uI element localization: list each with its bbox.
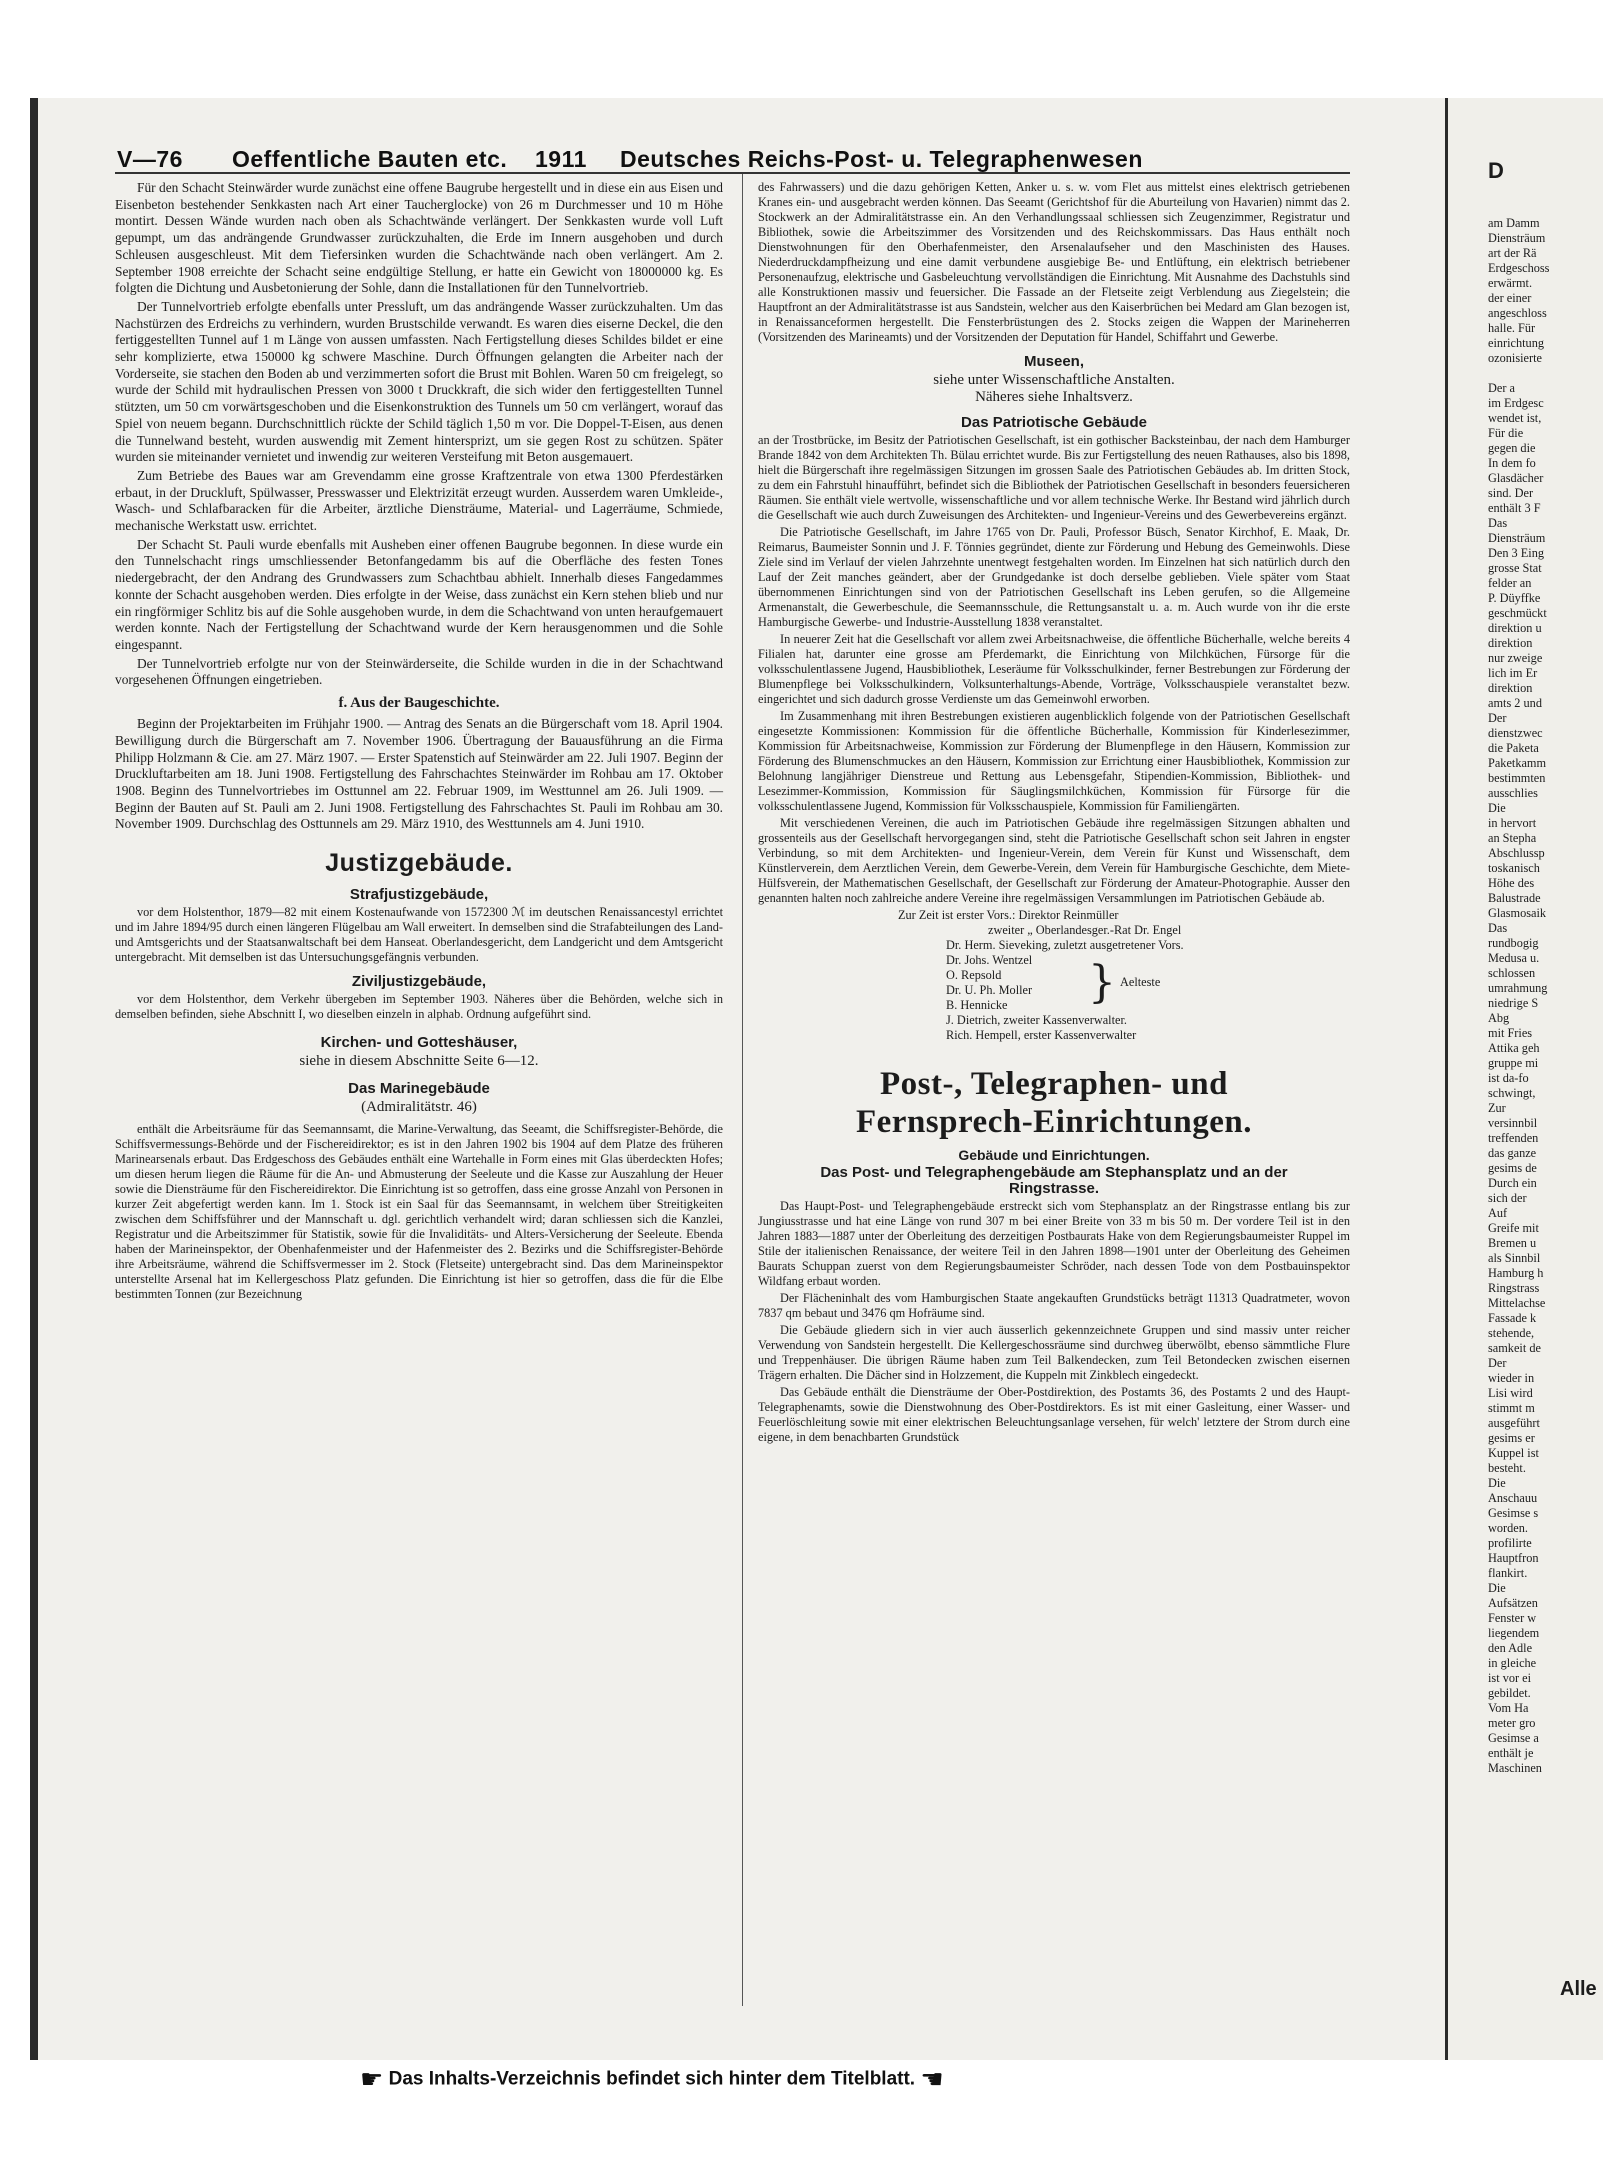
paragraph-tunnelvortrieb-2: Der Tunnelvortrieb erfolgte nur von der Steinwärderseite, die Schilde wurden in die in der Schachtwand vorgesehenen Öffnungen eingetrieben. bbox=[115, 655, 723, 688]
adjacent-page-line: Vom Ha bbox=[1488, 1701, 1529, 1715]
adjacent-page-line: Fassade k bbox=[1488, 1311, 1537, 1325]
adjacent-page-line: ist vor ei bbox=[1488, 1671, 1532, 1685]
officer-entry: zweiter „ Oberlandesger.-Rat Dr. Engel bbox=[988, 923, 1182, 937]
adjacent-page-line: Balustrade bbox=[1488, 891, 1541, 905]
adjacent-page-line: versinnbil bbox=[1488, 1116, 1538, 1130]
adjacent-page-line: Anschauu bbox=[1488, 1491, 1538, 1505]
adjacent-page-line: Durch ein bbox=[1488, 1176, 1537, 1190]
adjacent-page-line: niedrige S bbox=[1488, 996, 1539, 1010]
heading-post-line-1: Post-, Telegraphen- und bbox=[880, 1066, 1228, 1102]
heading-gebaeude-einrichtungen: Gebäude und Einrichtungen. bbox=[958, 1147, 1150, 1163]
adjacent-page-line: toskanisch bbox=[1488, 861, 1540, 875]
newspaper-page bbox=[30, 98, 1455, 2094]
paragraph-tunnelvortrieb: Der Tunnelvortrieb erfolgte ebenfalls unter Pressluft, um das andrängende Wasser zurückzuhalten. Um das Nachstürzen des Erdreichs zu verhindern, wurden Brustschilde verwandt. Es waren dies eiserne Deckel, die den fertiggestellten Tunnel auf 1 m Länge von aussen umfassten. Nach Fertigstellung dieses Schildes bildet er eine sehr komplizierte, etwa 150000 kg schwere Maschine. Durch Öffnungen gelangten die Arbeiter nach der Vorderseite, sie stachen den Boden ab und verzimmerten sofort die Brust mit Bohlen. Waren 50 cm freigelegt, so wurde der Schild mit hydraulischen Pressen von 3000 t Druckkraft, die sich wider den fertiggestellten Tunnel stützten, um 50 cm vorwärtsgeschoben und die Eisenkonstruktion des Tunnels um 50 cm verlängert, worauf das Spiel von neuem begann. Durchschnittlich rückte der Schild täglich 1,50 m vor. Die Doppel-T-Eisen, aus denen die Tunnelwand besteht, wurden auswendig mit Zement hintersprizt, um sie gegen Rost zu schützen. Später wurden sie miteinander vernietet und inwendig zur weiteren Versteifung mit Beton ausgemauert. bbox=[115, 298, 723, 465]
adjacent-page-line: an Stepha bbox=[1488, 831, 1537, 845]
adjacent-page-line: Hauptfron bbox=[1488, 1551, 1539, 1565]
page-number: V—76 bbox=[117, 146, 183, 172]
adjacent-page-line: Mittelachse bbox=[1488, 1296, 1546, 1310]
adjacent-page-line: lich im Er bbox=[1488, 666, 1538, 680]
adjacent-page-strip bbox=[1445, 98, 1603, 2060]
adjacent-page-line: angeschloss bbox=[1488, 306, 1547, 320]
adjacent-page-line: liegendem bbox=[1488, 1626, 1540, 1640]
adjacent-page-line: Lisi wird bbox=[1488, 1386, 1533, 1400]
adjacent-page-line: worden. bbox=[1488, 1521, 1528, 1535]
adjacent-page-line: Die bbox=[1488, 1476, 1506, 1490]
adjacent-page-line: gruppe mi bbox=[1488, 1056, 1539, 1070]
adjacent-page-line: besteht. bbox=[1488, 1461, 1526, 1475]
adjacent-page-line: wendet ist, bbox=[1488, 411, 1542, 425]
year-heading: 1911 bbox=[535, 146, 587, 172]
heading-marinegebaeude: Das Marinegebäude bbox=[348, 1080, 490, 1098]
paragraph-post-2: Der Flächeninhalt des vom Hamburgischen Staate angekauften Grundstücks beträgt 11313 Quadratmeter, wovon 7837 qm bebaut und 3476 qm Hofräume sind. bbox=[758, 1291, 1350, 1320]
pointing-hand-left-icon: ☚ bbox=[920, 2064, 944, 2094]
adjacent-page-line: Kuppel ist bbox=[1488, 1446, 1539, 1460]
adjacent-page-line: Glasdächer bbox=[1488, 471, 1544, 485]
page-gutter-shadow bbox=[30, 98, 38, 2060]
adjacent-page-line: Gesimse a bbox=[1488, 1731, 1539, 1745]
adjacent-page-line: Höhe des bbox=[1488, 876, 1535, 890]
adjacent-page-line: Das bbox=[1488, 921, 1508, 935]
paragraph-marine-continued: des Fahrwassers) und die dazu gehörigen Ketten, Anker u. s. w. vom Flet aus mittelst eines elektrisch getriebenen Kranes ein- und ausgebracht werden können. Das Seeamt (Gerichtshof für die Aburteilung von Havarien) nimmt das 2. Stockwerk an der Admiralitätstrasse ein. An den Verhandlungssaal schliessen sich Zeugenzimmer, Registratur und Bibliothek, sowie die Arbeitszimmer des Vorsitzenden und des Reichskommissars. Das Haus enthält noch Dienstwohnungen für den Oberhafenmeister, den Arsenalaufseher und den Maschinisten des Hauses. Niederdruckdampfheizung und eine damit verbundene ausgiebige Be- und Entlüftung, ein elektrisch betriebener Personenaufzug, elektrische und Gasbeleuchtung vervollständigen die Einrichtung. Mit Ausnahme des Dachstuhls sind alle Konstruktionen massiv und feuersicher. Die Fassade an der Fletseite zeigt Verblendung aus Ziegelstein; die Hauptfront an der Admiralitätstrasse ist aus Sandstein, welcher aus den Kaiserbrüchen bei Medard am Glan bezogen ist, in Renaissanceformen hergestellt. Die Fensterbrüstungen des 2. Stocks zeigen die Wappen der Marineherren (Vorsitzenden des Marineamts) und der Vorsitzenden der Deputation für Handel, Schiffahrt und Gewerbe. bbox=[758, 180, 1350, 344]
pointing-hand-icon: ☛ bbox=[360, 2064, 384, 2094]
adjacent-page-line: am Damm bbox=[1488, 216, 1540, 230]
adjacent-page-line: geschmückt bbox=[1488, 606, 1547, 620]
adjacent-page-line: die Paketa bbox=[1488, 741, 1539, 755]
adjacent-page-line: amts 2 und bbox=[1488, 696, 1542, 710]
officer-entry: B. Hennicke bbox=[946, 998, 1008, 1012]
officer-entry: J. Dietrich, zweiter Kassenverwalter. bbox=[946, 1013, 1127, 1027]
kirchen-reference: siehe in diesem Abschnitte Seite 6—12. bbox=[299, 1053, 539, 1070]
adjacent-page-line: schwingt, bbox=[1488, 1086, 1536, 1100]
museen-reference-2: Näheres siehe Inhaltsverz. bbox=[975, 389, 1133, 405]
adjacent-page-line: gesims de bbox=[1488, 1161, 1537, 1175]
heading-post-1 bbox=[758, 1065, 1350, 1141]
adjacent-page-line: Abg bbox=[1488, 1011, 1510, 1025]
adjacent-page-line: nur zweige bbox=[1488, 651, 1543, 665]
adjacent-page-line: rundbogig bbox=[1488, 936, 1539, 950]
officer-entry: Rich. Hempell, erster Kassenverwalter bbox=[946, 1028, 1137, 1042]
paragraph-kraftzentrale: Zum Betriebe des Baues war am Grevendamm eine grosse Kraftzentrale von etwa 1300 Pferdestärken erbaut, in der Druckluft, Spülwasser, Presswasser und Elektrizität erzeugt wurden. Ausserdem waren Umkleide-, Wasch- und Schlafbaracken für die Arbeiter, ärztliche Diensträume, Material- und Lagerräume, Schmiede, mechanische Werkstatt usw. errichtet. bbox=[115, 467, 723, 534]
adjacent-page-line: Bremen u bbox=[1488, 1236, 1537, 1250]
adjacent-page-text bbox=[1488, 216, 1603, 1776]
adjacent-page-line: Für die bbox=[1488, 426, 1524, 440]
paragraph-patriotisch-3: In neuerer Zeit hat die Gesellschaft vor allem zwei Arbeitsnachweise, die öffentliche Bücherhalle, welche bereits 4 Filialen hat, darunter eine grosse am Pferdemarkt, die Einrichtung von Milchküchen, Fürsorge für die volksschulentlassene Jugend, Hausbibliothek, Leseräume für Volksschulkinder, ferner Bestrebungen zur Förderung der Blumenpflege bei Volksschulkindern, Volksunterhaltungs-Abende, Vorträge, Volksschauspiele veranstaltet bezw. eingerichtet und sich dadurch grosse Verdienste um das Gemeinwohl erworben. bbox=[758, 632, 1350, 706]
adjacent-page-line: Der a bbox=[1488, 381, 1515, 395]
adjacent-page-line: enthält je bbox=[1488, 1746, 1534, 1760]
officers-list bbox=[758, 908, 1350, 1043]
adjacent-page-line: gegen die bbox=[1488, 441, 1536, 455]
adjacent-page-line: ausgeführt bbox=[1488, 1416, 1540, 1430]
adjacent-page-line: mit Fries bbox=[1488, 1026, 1533, 1040]
paragraph-patriotisch-2: Die Patriotische Gesellschaft, im Jahre 1765 von Dr. Pauli, Professor Büsch, Senator Kirchhof, E. Maak, Dr. Reimarus, Baumeister Sonnin und J. F. Tönnies gegründet, diente zur Förderung und Hebung des Gemeinwohls. Diese Ziele sind im Verlauf der vielen Jahrzehnte unentwegt festgehalten worden. Im Einzelnen hat sich natürlich durch den Lauf der Zeit manches geändert, aber der Grundgedanke ist doch derselbe geblieben. Viele später vom Staat übernommenen Einrichtungen sind von der Patriotischen Gesellschaft ins Leben gerufen, so die Allgemeine Armenanstalt, die Gewerbeschule, die Seemannsschule, die Rettungsanstalt u. a. m. Auch wurde von ihr die erste Hamburgische Gewerbe- und Industrie-Ausstellung 1838 veranstaltet. bbox=[758, 525, 1350, 629]
adjacent-page-line: Gesimse s bbox=[1488, 1506, 1539, 1520]
adjacent-page-header: D bbox=[1488, 158, 1504, 183]
adjacent-page-line: Aufsätzen bbox=[1488, 1596, 1538, 1610]
adjacent-page-line: Greife mit bbox=[1488, 1221, 1539, 1235]
adjacent-page-line: Abschlussp bbox=[1488, 846, 1545, 860]
adjacent-page-line: direktion u bbox=[1488, 621, 1542, 635]
paragraph-marinegebaeude: enthält die Arbeitsräume für das Seemannsamt, die Marine-Verwaltung, das Seeamt, die Schiffsregister-Behörde, die Schiffsvermessungs-Behörde und der Fischereidirektor; es ist in den Jahren 1902 bis 1904 auf dem Platze des früheren Marinearsenals erbaut. Das Erdgeschoss des Gebäudes enthält eine Wartehalle in Form eines mit Glas überdeckten Hofes; um diesen herum liegen die Räume für die An- und Abmusterung der Seeleute und die Kasse zur Auszahlung der Heuer sowie die Diensträume für den Fischereidirektor. Die Einrichtung ist so getroffen, dass eine grosse Anzahl von Personen in kurzer Zeit abgefertigt werden kann. Im 1. Stock ist ein Saal für das Seemannsamt, in welchem über Streitigkeiten zwischen dem Schiffsführer und der Mannschaft u. dgl. gerichtlich verhandelt wird; daran schliessen sich die Kanzlei, Registratur und die Arbeitszimmer für Statistik, sowie für die Invaliditäts- und Alters-Versicherung der Seeleute. Ebenda haben der Marineinspektor, der Obenhafenmeister und der Hafenmeister des 2. Bezirks und die Schiffsregister-Behörde ihre Arbeitsräume, während die Schiffsvermesser im 2. Stock (Fletseite) untergebracht sind. Das dem Marineinspektor unterstellte Arsenal hat im Kellergeschoss Platz gefunden. Die Einrichtung ist hier so getroffen, dass die für die Elbe bestimmten Tonnen (zur Bezeichnung bbox=[115, 1122, 723, 1302]
heading-post-telegraphengebaeude: Das Post- und Telegraphengebäude am Stephansplatz und an der Ringstrasse. bbox=[820, 1164, 1288, 1197]
adjacent-page-line: dienstzwec bbox=[1488, 726, 1543, 740]
adjacent-page-line: der einer bbox=[1488, 291, 1532, 305]
paragraph-patriotisch-1: an der Trostbrücke, im Besitz der Patriotischen Gesellschaft, ist ein gothischer Backsteinbau, der nach dem Hamburger Brande 1842 von dem Architekten Th. Bülau errichtet wurde. Bis zur Fertigstellung des neuen Rathauses, also bis 1898, hielt die Bürgerschaft ihre regelmässigen Sitzungen im grossen Saale des Patriotischen Gebäudes ab. Im dritten Stock, zu dem ein Fahrstuhl hinaufführt, befindet sich die Bibliothek der Patriotischen Gesellschaft in besonders feuersicheren Räumen. Sie enthält viele wertvolle, wissenschaftliche und vor allem technische Werke. Ihr Bestand wird jährlich durch die Gesellschaft wie auch durch Zuweisungen des Architekten- und Ingenieur-Vereins und des Gewerbevereins ergänzt. bbox=[758, 433, 1350, 522]
adjacent-page-line: Den 3 Eing bbox=[1488, 546, 1545, 560]
adjacent-page-line: halle. Für bbox=[1488, 321, 1536, 335]
paragraph-baugeschichte: Beginn der Projektarbeiten im Frühjahr 1900. — Antrag des Senats an die Bürgerschaft vom 18. April 1904. Bewilligung durch die Bürgerschaft am 7. November 1906. Übertragung der Bauausführung an die Firma Philipp Holzmann & Cie. am 27. März 1907. — Erster Spatenstich auf Steinwärder am 22. Juli 1907. Beginn der Druckluftarbeiten am 18. Juni 1908. Fertigstellung des Fahrschachtes Steinwärder im Rohbau am 17. Oktober 1908. Beginn des Tunnelvortriebes im Osttunnel am 22. Februar 1909, im Westtunnel am 26. Juli 1909. — Beginn der Bauten auf St. Pauli am 2. Juni 1908. Fertigstellung des Fahrschachtes St. Pauli im Rohbau am 30. November 1909. Durchschlag des Osttunnels am 29. März 1910, des Westtunnels am 4. Juni 1910. bbox=[115, 716, 723, 832]
heading-post-line-2: Fernsprech-Einrichtungen. bbox=[856, 1104, 1252, 1140]
right-column bbox=[758, 180, 1350, 2010]
adjacent-page-line: Das bbox=[1488, 516, 1508, 530]
heading-baugeschichte: f. Aus der Baugeschichte. bbox=[338, 695, 500, 712]
right-running-title: Deutsches Reichs-Post- u. Telegraphenwesen bbox=[620, 146, 1143, 172]
adjacent-page-line: das ganze bbox=[1488, 1146, 1537, 1160]
heading-justizgebaeude: Justizgebäude. bbox=[325, 849, 513, 878]
adjacent-page-line: Der bbox=[1488, 711, 1507, 725]
officer-entry: O. Repsold bbox=[946, 968, 1002, 982]
paragraph-post-1: Das Haupt-Post- und Telegraphengebäude erstreckt sich vom Stephansplatz an der Ringstrasse entlang bis zur Jungiusstrasse und hat eine Länge von rund 307 m bei einer Breite von 33 m bis 50 m. Der vordere Teil ist in den Jahren 1883—1887 unter der Oberleitung des derzeitigen Postbaurats Hake von dem Regierungsbaumeister Ruppel im Stile der italienischen Renaissance, der weitere Teil in den Jahren 1898—1901 unter der Oberleitung des Geheimen Baurats Schuppan zuerst von dem Regierungsbaumeister Schröder, nach dessen Tode von dem Postbauinspektor Wildfang erbaut worden. bbox=[758, 1199, 1350, 1288]
aelteste-label: Aelteste bbox=[1120, 975, 1161, 989]
adjacent-page-line bbox=[1488, 366, 1603, 381]
museen-reference-1: siehe unter Wissenschaftliche Anstalten. bbox=[933, 372, 1175, 388]
adjacent-page-line: In dem fo bbox=[1488, 456, 1536, 470]
adjacent-page-line: Ringstrass bbox=[1488, 1281, 1540, 1295]
adjacent-page-line: meter gro bbox=[1488, 1716, 1536, 1730]
officer-entry: Dr. Herm. Sieveking, zuletzt ausgetretener Vors. bbox=[946, 938, 1184, 952]
adjacent-page-line: Hamburg h bbox=[1488, 1266, 1544, 1280]
paragraph-schacht-st-pauli: Der Schacht St. Pauli wurde ebenfalls mit Ausheben einer offenen Baugrube begonnen. In diese wurde ein den Tunnelschacht rings umschliessender Betonfangedamm bis auf die Oberfläche des festen Tones niedergebracht, der den Andrang des Grundwassers zum Schachtbau abhielt. Innerhalb dieses Fangedammes konnte der Schacht ausgehoben werden. Dies erfolgte in der Weise, dass zunächst ein Kern stehen blieb und nur ein ringförmiger Schlitz bis auf die Sohle ausgehoben wurde, in dem die Schachtwand von unten heraufgemauert werden konnte. Nach der Fertigstellung der Schachtwand wurde der Kern herausgenommen und die Sohle eingespannt. bbox=[115, 536, 723, 652]
officers-intro: Zur Zeit ist erster Vors.: Direktor Reinmüller bbox=[898, 908, 1119, 922]
adjacent-page-line: P. Düyffke bbox=[1488, 591, 1541, 605]
paragraph-post-3: Die Gebäude gliedern sich in vier auch äusserlich gekennzeichnete Gruppen und sind massiv unter reicher Verwendung von Sandstein hergestellt. Die Kellergeschossräume sind durchweg überwölbt, ebenso sämmtliche Flure und Treppenhäuser. Die übrigen Räume haben zum Teil Balkendecken, zum Teil Betondecken zwischen eisernen Trägern erhalten. Die Dächer sind in Holzzement, die Kuppeln mit Zinkblech eingedeckt. bbox=[758, 1323, 1350, 1382]
left-column bbox=[115, 180, 723, 2010]
adjacent-page-line: den Adle bbox=[1488, 1641, 1533, 1655]
adjacent-page-line: gebildet. bbox=[1488, 1686, 1531, 1700]
adjacent-page-line: bestimmten bbox=[1488, 771, 1546, 785]
paragraph-schacht-steinwaerder: Für den Schacht Steinwärder wurde zunächst eine offene Baugrube hergestellt und in diese ein aus Eisen und Eisenbeton bestehender Senkkasten nach Art einer Taucherglocke) von 26 m Durchmesser und 10 m Höhe montirt. Dessen Wände wurden nach oben als Schachtwände verlängert. Der Senkkasten wurde voll Luft gepumpt, um das andrängende Grundwasser zurückzuhalten, die Erde im Innern ausgehoben und durch Schleusen ausgeschleust. Mit dem Tiefersinken wurden die Schachtwände nach oben verlängert. Am 2. September 1908 erreichte der Schacht seine endgültige Stellung, er hatte ein Gewicht von 18000000 kg. Es folgten die Dichtung und Ausbetonierung der Sohle, dann die Installationen für den Tunnelvortrieb. bbox=[115, 180, 723, 296]
aelteste-group bbox=[898, 953, 1350, 1013]
adjacent-page-line: Fenster w bbox=[1488, 1611, 1537, 1625]
adjacent-page-line: umrahmung bbox=[1488, 981, 1548, 995]
paragraph-strafjustiz: vor dem Holstenthor, 1879—82 mit einem Kostenaufwande von 1572300 ℳ im deutschen Renaissancestyl errichtet und im Jahre 1894/95 durch einen längeren Flügelbau am Wall erweitert. In demselben sind die Strafabteilungen des Land- und Amtsgerichts und der Staatsanwaltschaft bei dem Hanseat. Oberlandesgericht, dem Landgericht und dem Amtsgericht untergebracht. Mit demselben ist das Untersuchungsgefängnis verbunden. bbox=[115, 905, 723, 965]
adjacent-page-line: treffenden bbox=[1488, 1131, 1539, 1145]
marine-address: (Admiralitätstr. 46) bbox=[361, 1099, 477, 1116]
paragraph-patriotisch-5: Mit verschiedenen Vereinen, die auch im Patriotischen Gebäude ihre regelmässigen Sitzungen abhalten und grossenteils aus der Gesellschaft hervorgegangen sind, steht die Patriotische Gesellschaft schon seit Jahren in engster Verbindung, so mit dem Architekten- und Ingenieur-Verein, dem Verein für Kunst und Wissenschaft, dem Künstlerverein, dem Aerztlichen Verein, dem Gewerbe-Verein, dem Verein für Hamburgische Geschichte, dem Miete-Hülfsverein, der Mathematischen Gesellschaft, der Gesellschaft zur Förderung der Amateur-Photographie. Ausser den genannten halten noch zahlreiche andere Vereine ihre regelmässigen Versammlungen im Patriotischen Gebäude ab. bbox=[758, 816, 1350, 905]
adjacent-page-line: sich der bbox=[1488, 1191, 1527, 1205]
heading-patriotisches-gebaeude: Das Patriotische Gebäude bbox=[961, 414, 1147, 431]
heading-ziviljustiz: Ziviljustizgebäude, bbox=[351, 973, 487, 991]
paragraph-patriotisch-4: Im Zusammenhang mit ihren Bestrebungen existieren augenblicklich folgende von der Patriotischen Gesellschaft eingesetzte Kommissionen: Kommission für die öffentliche Bücherhalle, Kommission für Kinderlesezimmer, Kommission für Arbeitsnachweise, Kommission zur Förderung der Blumenpflege in den Häusern, Kommission zur Förderung des Blumenschmuckes an den Häusern, Kommission zur Errichtung einer Hausbibliothek, Kommission zur Belohnung langjähriger Dienstreue und Rettung aus Lebensgefahr, Stipendien-Kommission, Bibliothek- und Lesezimmer-Kommission, Kommission für Säuglingsmilchküchen, Kommission für Fürsorge für die volksschulentlassene Jugend, Kommission für Volksschauspiele, Kommission für Familiengärten. bbox=[758, 709, 1350, 813]
adjacent-page-footer: Alle bbox=[1560, 1978, 1597, 2000]
adjacent-page-line: in hervort bbox=[1488, 816, 1537, 830]
paragraph-post-4: Das Gebäude enthält die Diensträume der Ober-Postdirektion, des Postamts 36, des Postamts 2 und des Haupt-Telegraphenamts, sowie die Dienstwohnung des Ober-Postdirektors. Es ist mit einer Gasleitung, einer Wasser- und Feuerlöschleitung sowie mit einer elektrischen Beleuchtungsanlage versehen, für welch' letztere der Strom durch eine eigene, in dem benachbarten Grundstück bbox=[758, 1385, 1350, 1444]
adjacent-page-line: wieder in bbox=[1488, 1371, 1535, 1385]
adjacent-page-line: stimmt m bbox=[1488, 1401, 1535, 1415]
adjacent-page-line: gesims er bbox=[1488, 1431, 1535, 1445]
adjacent-page-line: als Sinnbil bbox=[1488, 1251, 1541, 1265]
heading-kirchen: Kirchen- und Gotteshäuser, bbox=[320, 1034, 518, 1052]
adjacent-page-line: schlossen bbox=[1488, 966, 1536, 980]
adjacent-page-line: direktion bbox=[1488, 636, 1533, 650]
adjacent-page-line: sind. Der bbox=[1488, 486, 1534, 500]
adjacent-page-line: enthält 3 F bbox=[1488, 501, 1541, 515]
paragraph-ziviljustiz: vor dem Holstenthor, dem Verkehr übergeben im September 1903. Näheres über die Behörden, welche sich in demselben befinden, siehe Abschnitt I, wo dieselben einzeln in alphab. Ordnung aufgeführt sind. bbox=[115, 992, 723, 1022]
adjacent-page-line: grosse Stat bbox=[1488, 561, 1542, 575]
adjacent-page-line: Paketkamm bbox=[1488, 756, 1547, 770]
adjacent-page-line: Die bbox=[1488, 1581, 1506, 1595]
adjacent-page-line: Zur bbox=[1488, 1101, 1506, 1115]
adjacent-page-line: felder an bbox=[1488, 576, 1532, 590]
adjacent-page-line: samkeit de bbox=[1488, 1341, 1541, 1355]
adjacent-page-line: einrichtung bbox=[1488, 336, 1545, 350]
adjacent-page-line: Attika geh bbox=[1488, 1041, 1540, 1055]
adjacent-page-line: Glasmosaik bbox=[1488, 906, 1547, 920]
adjacent-page-line: im Erdgesc bbox=[1488, 396, 1544, 410]
heading-strafjustiz: Strafjustizgebäude, bbox=[349, 886, 489, 904]
adjacent-page-line: flankirt. bbox=[1488, 1566, 1528, 1580]
header-rule bbox=[115, 172, 1350, 174]
adjacent-page-line: ist da-fo bbox=[1488, 1071, 1529, 1085]
adjacent-page-line: Maschinen bbox=[1488, 1761, 1542, 1775]
adjacent-page-line: ozonisierte bbox=[1488, 351, 1542, 365]
adjacent-page-line: profilirte bbox=[1488, 1536, 1532, 1550]
adjacent-page-line: Auf bbox=[1488, 1206, 1508, 1220]
adjacent-page-line: Diensträum bbox=[1488, 531, 1546, 545]
footer-notice bbox=[360, 2064, 944, 2095]
adjacent-page-line: ausschlies bbox=[1488, 786, 1538, 800]
adjacent-page-line: erwärmt. bbox=[1488, 276, 1533, 290]
adjacent-page-line: in gleiche bbox=[1488, 1656, 1537, 1670]
adjacent-page-line: art der Rä bbox=[1488, 246, 1537, 260]
brace-icon: } bbox=[1088, 957, 1116, 1008]
heading-museen: Museen, bbox=[1023, 353, 1084, 370]
officer-entry: Dr. Johs. Wentzel bbox=[946, 953, 1033, 967]
column-divider bbox=[742, 174, 743, 2006]
adjacent-page-line: Der bbox=[1488, 1356, 1507, 1370]
adjacent-page-line: Erdgeschoss bbox=[1488, 261, 1550, 275]
adjacent-page-line: Die bbox=[1488, 801, 1506, 815]
adjacent-page-line: stehende, bbox=[1488, 1326, 1535, 1340]
officer-entry: Dr. U. Ph. Moller bbox=[946, 983, 1033, 997]
adjacent-page-line: direktion bbox=[1488, 681, 1533, 695]
adjacent-page-line: Diensträum bbox=[1488, 231, 1546, 245]
left-running-title: Oeffentliche Bauten etc. bbox=[232, 146, 508, 172]
footer-text: Das Inhalts-Verzeichnis befindet sich hinter dem Titelblatt. bbox=[388, 2068, 916, 2090]
adjacent-page-line: Medusa u. bbox=[1488, 951, 1540, 965]
